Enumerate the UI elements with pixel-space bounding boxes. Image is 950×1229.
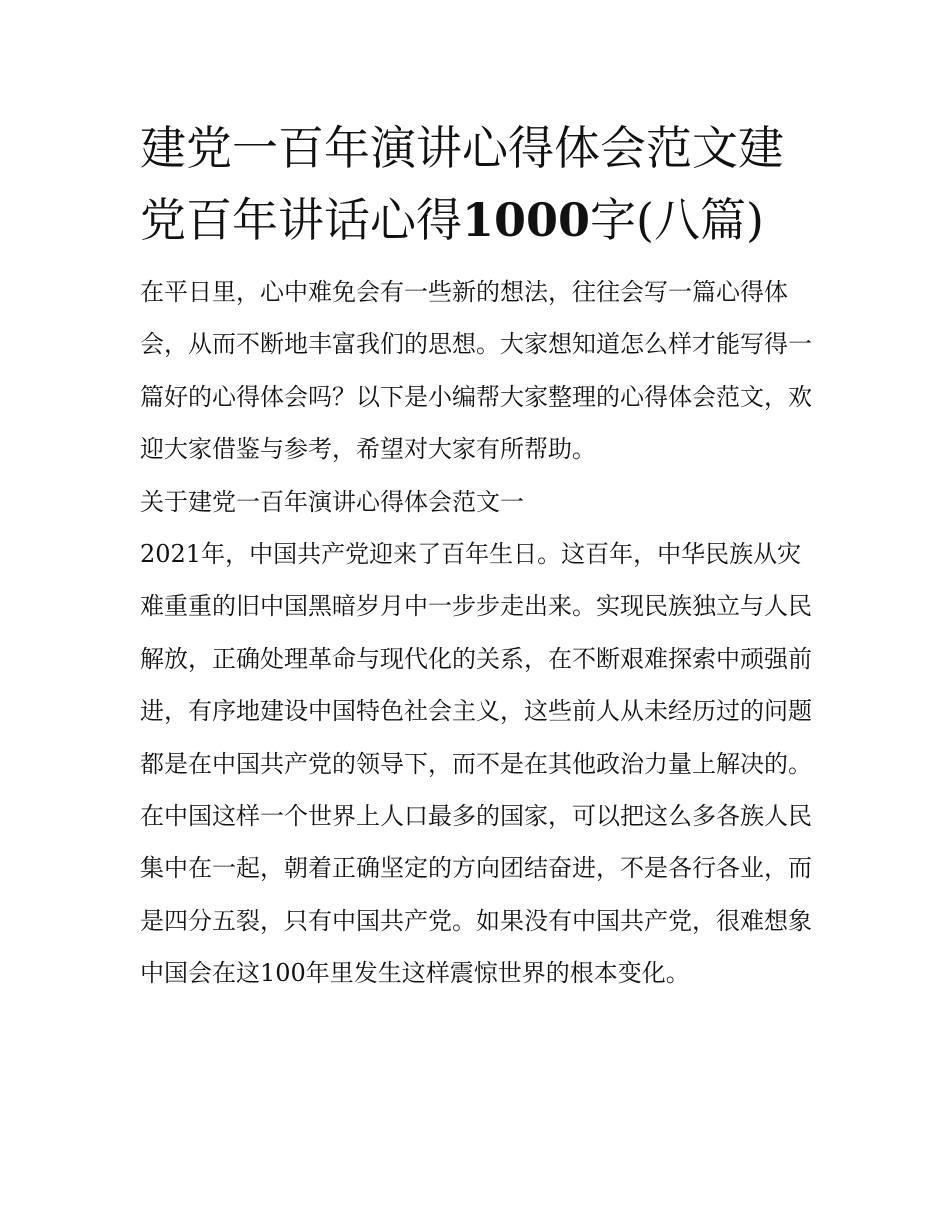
document-title <box>140 112 820 256</box>
document-page <box>140 112 820 1000</box>
body-paragraph: 2021年，中国共产党迎来了百年生日。这百年，中华民族从灾难重重的旧中国黑暗岁月中一步步走出来。实现民族独立与人民解放，正确处理革命与现代化的关系，在不断艰难探索中顽强前进，有序地建设中国特色社会主义，这些前人从未经历过的问题都是在中国共产党的领导下，而不是在其他政治力量上解决的。在中国这样一个世界上人口最多的国家，可以把这么多各族人民集中在一起，朝着正确坚定的方向团结奋进，不是各行各业，而是四分五裂，只有中国共产党。如果没有中国共产党，很难想象中国会在这100年里发生这样震惊世界的根本变化。 <box>140 540 812 988</box>
intro-paragraph: 在平日里，心中难免会有一些新的想法，往往会写一篇心得体会，从而不断地丰富我们的思想。大家想知道怎么样才能写得一篇好的心得体会吗？以下是小编帮大家整理的心得体会范文，欢迎大家借鉴与参考，希望对大家有所帮助。 <box>140 278 812 464</box>
section-heading: 关于建党一百年演讲心得体会范文一 <box>140 487 524 516</box>
title-number: 1000 <box>462 193 591 247</box>
title-text-part2: 字(八篇) <box>590 193 764 247</box>
title-text-part1: 建党一百年演讲心得体会范文建党百年讲话心得 <box>140 121 784 247</box>
